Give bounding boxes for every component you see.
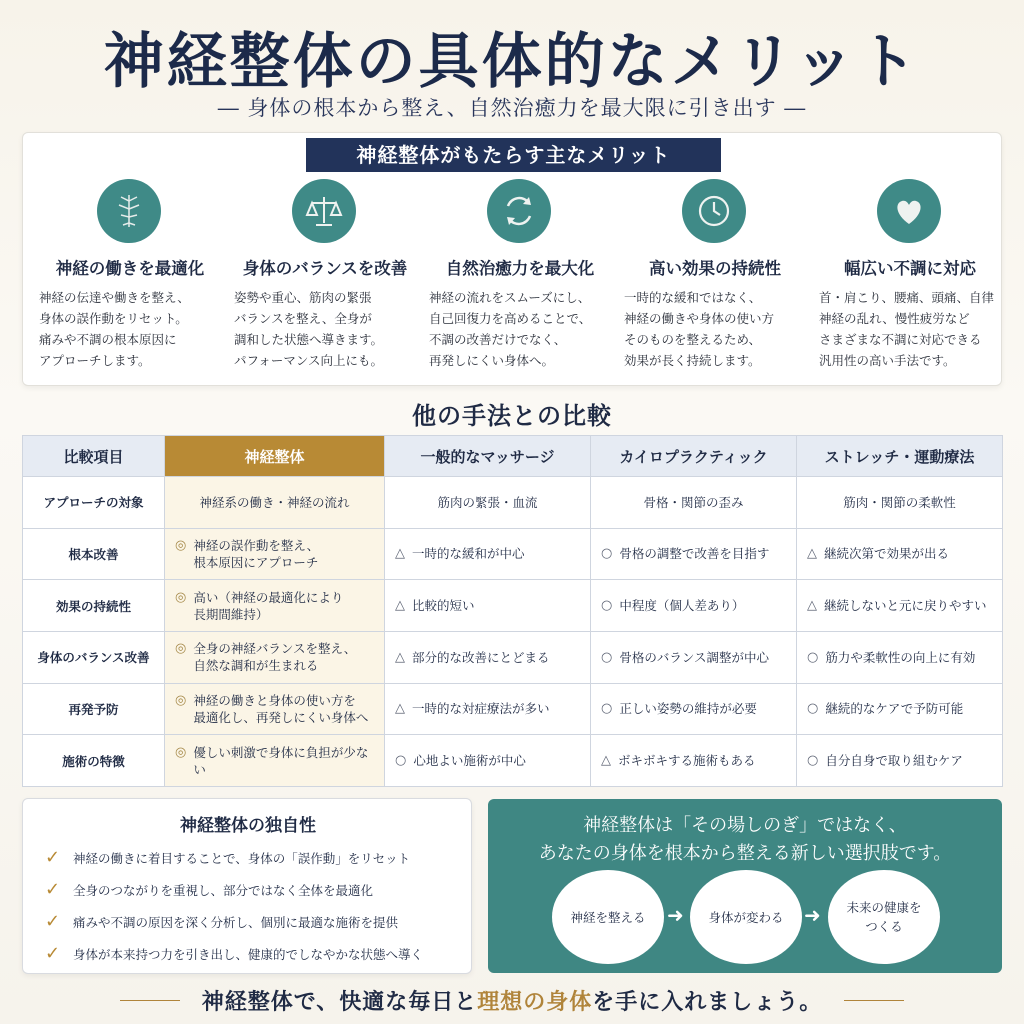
rating-mark: △ [601, 753, 611, 769]
merit-desc: 一時的な緩和ではなく、 神経の働きや身体の使い方 そのものを整えるため、 効果が長く持続します。 [624, 290, 775, 368]
table-cell-highlight [165, 528, 385, 580]
rating-mark: ○ [601, 546, 613, 562]
rating-mark: △ [395, 701, 405, 717]
step-circle: 身体が変わる [690, 870, 802, 964]
row-label: 施術の特徴 [23, 735, 165, 787]
merit-title: 自然治癒力を最大化 [445, 259, 595, 278]
table-cell [385, 580, 591, 632]
cell-text: 骨格のバランス調整が中心 [619, 649, 769, 665]
row-label: 身体のバランス改善 [23, 631, 165, 683]
cell-text: 神経の働きと身体の使い方を 最適化し、再発しにくい身体へ [193, 692, 369, 725]
table-cell [385, 683, 591, 735]
merit-card [815, 179, 1005, 379]
column-header: 一般的なマッサージ [385, 436, 591, 477]
cell-text: 正しい姿勢の維持が必要 [619, 701, 757, 717]
arrow-right-icon: ➜ [804, 903, 821, 927]
table-cell [591, 735, 797, 787]
column-header: ストレッチ・運動療法 [797, 436, 1003, 477]
list-item [45, 847, 465, 868]
table-cell [797, 580, 1003, 632]
column-header: カイロプラクティック [591, 436, 797, 477]
cell-text: 全身の神経バランスを整え、 自然な調和が生まれる [193, 641, 357, 674]
cell-text: 継続しないと元に戻りやすい [824, 598, 987, 614]
list-item-text: 身体が本来持つ力を引き出し、健康的でしなやかな状態へ導く [73, 946, 424, 962]
cell-text: 心地よい施術が中心 [413, 753, 526, 769]
check-icon: ✓ [45, 911, 61, 932]
merit-desc: 姿勢や重心、筋肉の緊張 バランスを整え、全身が 調和した状態へ導きます。 パフォーマンス向上にも。 [234, 290, 384, 368]
merit-desc: 神経の流れをスムーズにし、 自己回復力を高めることで、 不調の改善だけでなく、 再発しにくい身体へ。 [429, 290, 592, 368]
rating-mark: ◎ [175, 744, 187, 760]
table-row [23, 580, 1003, 632]
table-cell-highlight [165, 735, 385, 787]
column-header-highlight: 神経整体 [165, 436, 385, 477]
table-cell-highlight [165, 631, 385, 683]
comparison-heading: 他の手法との比較 [412, 401, 612, 430]
rating-mark: ◎ [175, 641, 187, 657]
cell-text: 神経の誤作動を整え、 根本原因にアプローチ [193, 537, 320, 570]
table-cell: 筋肉・関節の柔軟性 [797, 477, 1003, 529]
merit-card [230, 179, 420, 379]
list-item-text: 全身のつながりを重視し、部分ではなく全体を最適化 [73, 882, 374, 898]
table-cell: 筋肉の緊張・血流 [385, 477, 591, 529]
merits-panel [22, 132, 1002, 386]
table-cell [385, 528, 591, 580]
cell-text: 継続的なケアで予防可能 [825, 701, 964, 717]
cell-text: 部分的な改善にとどまる [412, 649, 550, 665]
table-cell [385, 631, 591, 683]
row-label: アプローチの対象 [23, 477, 165, 529]
cell-text: 一時的な緩和が中心 [412, 546, 525, 562]
recycle-icon [487, 179, 551, 243]
rating-mark: ○ [395, 753, 407, 769]
check-icon: ✓ [45, 879, 61, 900]
footer-tagline [0, 985, 1024, 1016]
rating-mark: △ [807, 598, 817, 614]
merit-title: 身体のバランスを改善 [242, 259, 408, 278]
table-row [23, 683, 1003, 735]
cell-text: 骨格の調整で改善を目指す [619, 546, 770, 562]
row-label: 根本改善 [23, 528, 165, 580]
merit-card [620, 179, 810, 379]
table-cell-highlight [165, 683, 385, 735]
merit-title: 神経の働きを最適化 [55, 259, 205, 278]
cell-text: 中程度（個人差あり） [619, 598, 745, 614]
table-cell [591, 528, 797, 580]
cell-text: ボキボキする施術もある [618, 753, 756, 769]
table-cell-highlight [165, 580, 385, 632]
column-header: 比較項目 [23, 436, 165, 477]
merits-banner: 神経整体がもたらす主なメリット [306, 138, 721, 172]
rating-mark: ○ [601, 598, 613, 614]
check-icon: ✓ [45, 847, 61, 868]
rating-mark: ○ [601, 649, 613, 665]
table-cell [591, 631, 797, 683]
cell-text: 一時的な対症療法が多い [412, 701, 550, 717]
table-row [23, 528, 1003, 580]
rating-mark: ◎ [175, 692, 187, 708]
callout-line: あなたの身体を根本から整える新しい選択肢です。 [538, 843, 952, 864]
rating-mark: ○ [807, 753, 819, 769]
balance-scale-icon [292, 179, 356, 243]
cell-text: 優しい刺激で身体に負担が少ない [193, 744, 369, 777]
uniqueness-panel [22, 798, 472, 974]
table-cell [591, 580, 797, 632]
step-circle: 神経を整える [552, 870, 664, 964]
table-cell: 骨格・関節の歪み [591, 477, 797, 529]
callout-line: 神経整体は「その場しのぎ」ではなく、 [583, 815, 907, 836]
footer-text: を手に入れましょう。 [592, 989, 823, 1015]
rating-mark: ◎ [175, 589, 187, 605]
table-cell [591, 683, 797, 735]
heart-icon [877, 179, 941, 243]
nerve-icon [97, 179, 161, 243]
comparison-table [22, 435, 1003, 787]
page-title: 神経整体の具体的なメリット [103, 27, 921, 97]
step-circle: 未来の健康を つくる [828, 870, 940, 964]
rating-mark: ○ [807, 701, 819, 717]
table-cell [385, 735, 591, 787]
list-item-text: 痛みや不調の原因を深く分析し、個別に最適な施術を提供 [73, 914, 399, 930]
merit-card [425, 179, 615, 379]
table-cell [797, 528, 1003, 580]
list-item [45, 911, 465, 932]
rating-mark: △ [807, 546, 817, 562]
cell-text: 継続次第で効果が出る [824, 546, 950, 562]
table-cell [797, 683, 1003, 735]
list-item-text: 神経の働きに着目することで、身体の「誤作動」をリセット [73, 850, 411, 866]
cell-text: 比較的短い [412, 598, 475, 614]
rating-mark: △ [395, 598, 405, 614]
cell-text: 高い（神経の最適化により 長期間維持） [193, 589, 344, 622]
merit-desc: 神経の伝達や働きを整え、 身体の誤作動をリセット。 痛みや不調の根本原因に アプローチします。 [39, 290, 190, 368]
row-label: 再発予防 [23, 683, 165, 735]
merit-desc: 首・肩こり、腰痛、頭痛、自律 神経の乱れ、慢性疲労など さまざまな不調に対応できる 汎用性の高い手法です。 [819, 290, 995, 368]
rating-mark: ◎ [175, 537, 187, 553]
rating-mark: ○ [807, 649, 819, 665]
page-subtitle: ― 身体の根本から整え、自然治癒力を最大限に引き出す ― [217, 96, 807, 120]
table-row [23, 477, 1003, 529]
table-cell [797, 735, 1003, 787]
table-row [23, 631, 1003, 683]
rating-mark: △ [395, 649, 405, 665]
table-cell [797, 631, 1003, 683]
list-item [45, 943, 465, 964]
clock-icon [682, 179, 746, 243]
table-row [23, 735, 1003, 787]
table-header-row [23, 436, 1003, 477]
table-cell-highlight: 神経系の働き・神経の流れ [165, 477, 385, 529]
footer-highlight: 理想の身体 [477, 989, 593, 1015]
arrow-right-icon: ➜ [667, 903, 684, 927]
check-icon: ✓ [45, 943, 61, 964]
list-item [45, 879, 465, 900]
row-label: 効果の持続性 [23, 580, 165, 632]
merit-title: 幅広い不調に対応 [844, 259, 976, 278]
cell-text: 自分自身で取り組むケア [825, 753, 963, 769]
uniqueness-title: 神経整体の独自性 [180, 816, 316, 836]
merit-card [35, 179, 225, 379]
rating-mark: △ [395, 546, 405, 562]
rating-mark: ○ [601, 701, 613, 717]
merit-title: 高い効果の持続性 [649, 259, 781, 278]
cell-text: 筋力や柔軟性の向上に有効 [825, 649, 976, 665]
footer-text: 神経整体で、快適な毎日と [201, 989, 478, 1015]
